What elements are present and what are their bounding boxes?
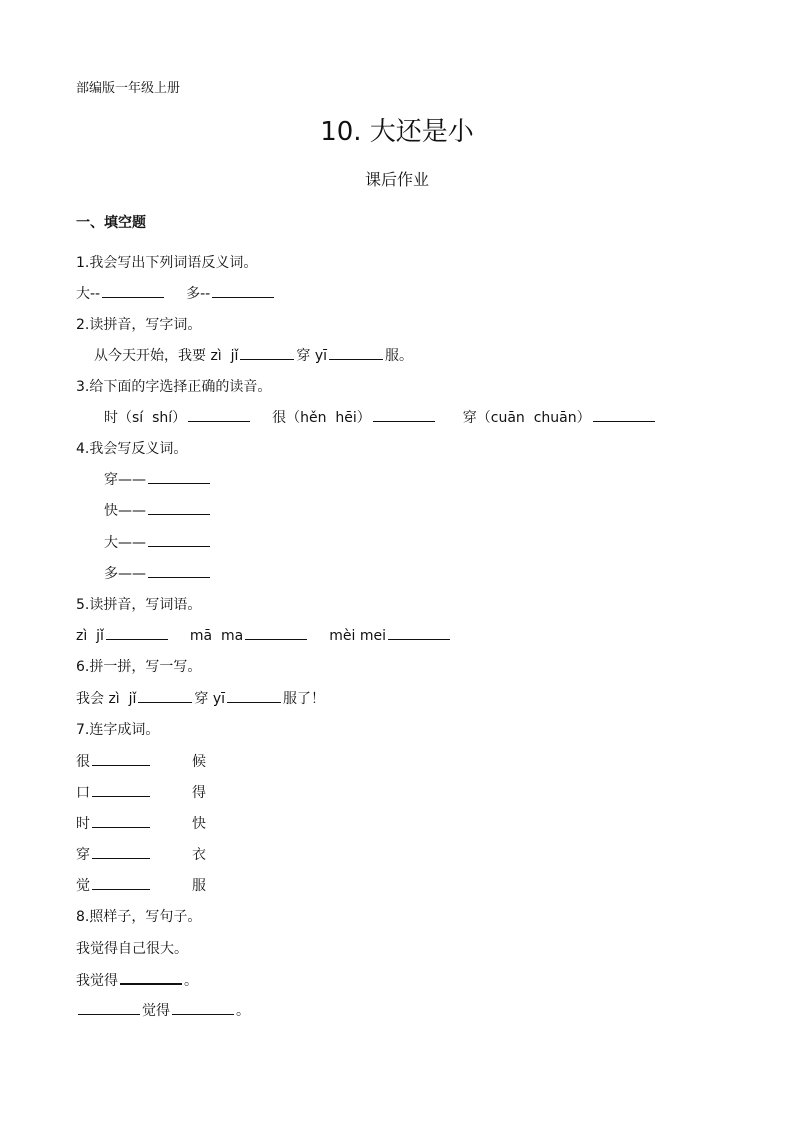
- q5-item-b: mā ma: [189, 628, 244, 644]
- q7-prompt: 7.连字成词。: [76, 722, 160, 738]
- q8-blank-3[interactable]: [172, 1000, 234, 1015]
- q5-blank-c[interactable]: [388, 625, 450, 640]
- page-title: [0, 112, 794, 152]
- q7-blank[interactable]: [92, 813, 150, 828]
- q7-right-char[interactable]: 快: [192, 816, 206, 832]
- q6-blank-2[interactable]: [227, 688, 281, 703]
- q3-blank-c[interactable]: [593, 407, 655, 422]
- q5-answer-line: [76, 625, 452, 647]
- q3-blank-a[interactable]: [188, 407, 250, 422]
- q1-blank-b[interactable]: [212, 283, 274, 298]
- q8-example: 我觉得自己很大。: [76, 941, 188, 957]
- q4-prompt: 4.我会写反义词。: [76, 441, 188, 457]
- q4-blank[interactable]: [148, 469, 210, 484]
- q7-right-char[interactable]: 得: [192, 785, 206, 801]
- q2-blank-2[interactable]: [329, 345, 383, 360]
- q7-left-char: 觉: [76, 878, 90, 894]
- q4-item: [104, 532, 212, 554]
- q2-mid: 穿 yī: [296, 348, 327, 364]
- q1-item-a: 大--: [76, 286, 101, 302]
- q7-left-char: 口: [76, 785, 90, 801]
- q6-end: 服了！: [283, 691, 325, 707]
- q7-left-item: [76, 751, 152, 773]
- q5-prompt: 5.读拼音，写词语。: [76, 597, 202, 613]
- q7-right-char[interactable]: 衣: [192, 847, 206, 863]
- q7-right-char[interactable]: 服: [192, 878, 206, 894]
- q5-blank-a[interactable]: [106, 625, 168, 640]
- q1-answer-line: [76, 283, 276, 305]
- q7-left-item: [76, 813, 152, 835]
- q2-line-start: 从今天开始，我要 zì jǐ: [94, 348, 239, 364]
- q4-item-label: 多——: [104, 566, 146, 582]
- q3-item-c: 穿（cuān chuān）: [462, 410, 591, 426]
- q5-blank-b[interactable]: [245, 625, 307, 640]
- q2-blank-1[interactable]: [240, 345, 294, 360]
- q1-item-b: 多--: [186, 286, 211, 302]
- q6-answer-line: [76, 688, 325, 710]
- q8-blank-2[interactable]: [78, 1000, 140, 1015]
- q8-line1-end: 。: [184, 973, 198, 989]
- q8-blank-1[interactable]: [120, 969, 182, 985]
- q8-prompt: 8.照样子，写句子。: [76, 909, 202, 925]
- q6-prompt: 6.拼一拼，写一写。: [76, 659, 202, 675]
- q7-left-char: 很: [76, 754, 90, 770]
- q1-prompt: 1.我会写出下列词语反义词。: [76, 255, 258, 271]
- q6-mid: 穿 yī: [194, 691, 225, 707]
- q3-answer-line: [104, 407, 657, 429]
- q4-item: [104, 563, 212, 585]
- header-note: 部编版一年级上册: [76, 81, 181, 96]
- q7-left-item: [76, 782, 152, 804]
- q5-item-a: zì jǐ: [76, 628, 104, 644]
- q7-left-item: [76, 875, 152, 897]
- q7-left-item: [76, 844, 152, 866]
- q7-blank[interactable]: [92, 782, 150, 797]
- q7-blank[interactable]: [92, 844, 150, 859]
- q2-prompt: 2.读拼音，写字词。: [76, 317, 202, 333]
- q6-blank-1[interactable]: [138, 688, 192, 703]
- q2-answer-line: [94, 345, 413, 367]
- q7-right-char[interactable]: 候: [192, 754, 206, 770]
- q3-item-b: 很（hěn hēi）: [272, 410, 371, 426]
- q8-line2-mid: 觉得: [142, 1003, 170, 1019]
- q4-blank[interactable]: [148, 500, 210, 515]
- q5-item-c: mèi mei: [329, 628, 386, 644]
- q6-start: 我会 zì jǐ: [76, 691, 137, 707]
- q4-item: [104, 500, 212, 522]
- q4-blank[interactable]: [148, 532, 210, 547]
- q7-left-char: 穿: [76, 847, 90, 863]
- page-subtitle: 课后作业: [364, 170, 429, 189]
- q3-blank-b[interactable]: [373, 407, 435, 422]
- title-text: 10. 大还是小: [320, 117, 474, 147]
- q4-item-label: 穿——: [104, 472, 146, 488]
- q7-blank[interactable]: [92, 751, 150, 766]
- q7-left-char: 时: [76, 816, 90, 832]
- q4-item: [104, 469, 212, 491]
- q8-answer-line-2: [76, 1000, 250, 1022]
- q3-item-a: 时（sí shí）: [104, 410, 187, 426]
- q7-blank[interactable]: [92, 875, 150, 890]
- section-heading-fill-in: 一、填空题: [76, 215, 146, 231]
- q8-line1-start: 我觉得: [76, 973, 118, 989]
- q3-prompt: 3.给下面的字选择正确的读音。: [76, 379, 272, 395]
- q4-item-label: 大——: [104, 535, 146, 551]
- q2-end: 服。: [385, 348, 413, 364]
- q4-item-label: 快——: [104, 503, 146, 519]
- q4-blank[interactable]: [148, 563, 210, 578]
- q8-line2-end: 。: [236, 1003, 250, 1019]
- q8-answer-line-1: [76, 969, 198, 991]
- q1-blank-a[interactable]: [102, 283, 164, 298]
